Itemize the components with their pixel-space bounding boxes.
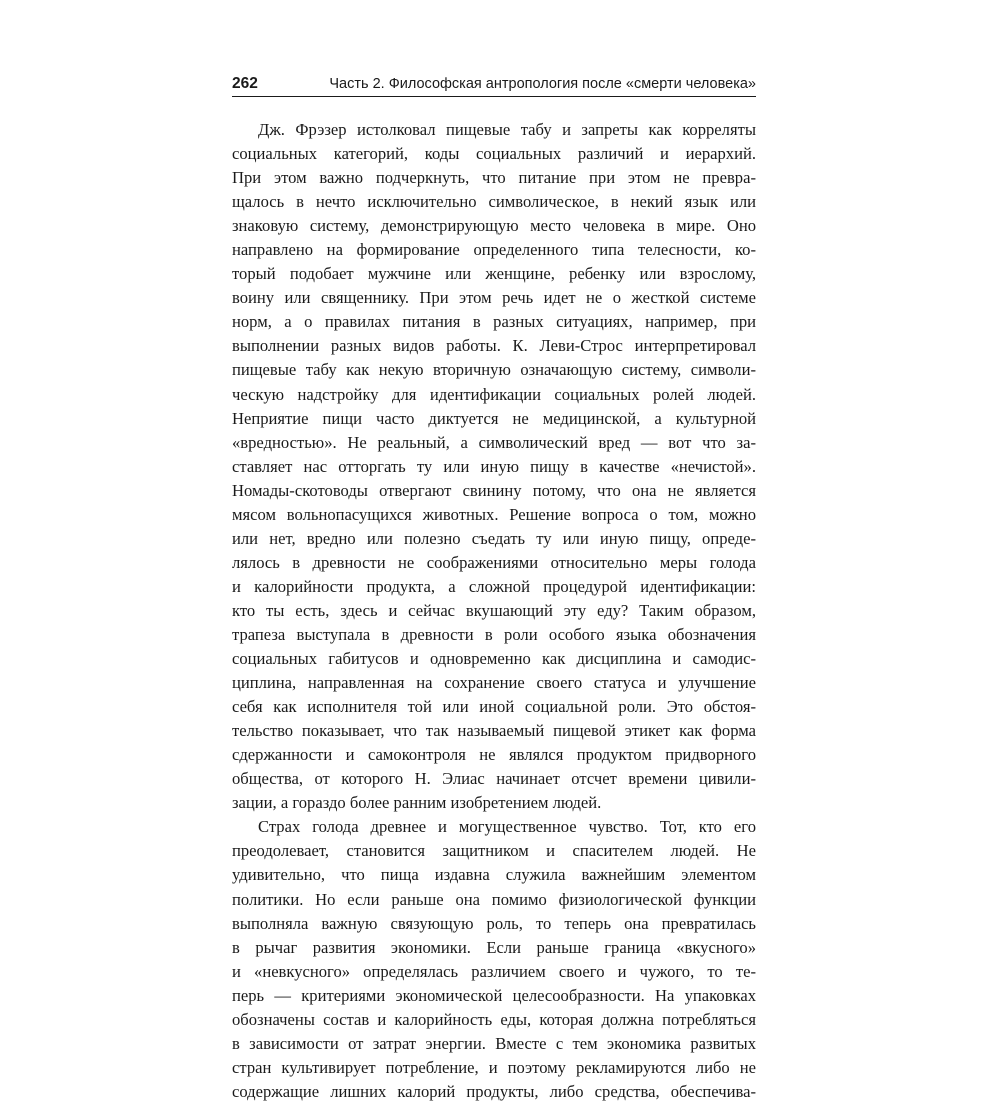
text-line: ставляет нас отторгать ту или иную пищу в качестве «нечистой». xyxy=(232,456,756,476)
text-line: щалось в нечто исключительно символическое, в некий язык или xyxy=(232,192,756,212)
text-line: ческую надстройку для идентификации социальных ролей людей. xyxy=(232,384,756,404)
text-line: воину или священнику. При этом речь идет не о жесткой системе xyxy=(232,288,756,308)
running-head xyxy=(232,72,756,96)
text-line: «вредностью». Не реальный, а символический вред — вот что за- xyxy=(232,432,756,452)
text-line: зации, а гораздо более ранним изобретением людей. xyxy=(232,793,602,813)
body-text xyxy=(232,118,756,1104)
text-line: сдержанности и самоконтроля не являлся продуктом придворного xyxy=(232,745,756,765)
text-line: преодолевает, становится защитником и спасителем людей. Не xyxy=(232,841,756,861)
text-line: мясом вольнопасущихся животных. Решение вопроса о том, можно xyxy=(232,504,756,524)
text-line: удивительно, что пища издавна служила важнейшим элементом xyxy=(232,865,756,885)
text-line: торый подобает мужчине или женщине, ребенку или взрослому, xyxy=(232,264,756,284)
text-line: обозначены состав и калорийность еды, которая должна потребляться xyxy=(232,1009,756,1029)
text-line: пищевые табу как некую вторичную означающую систему, символи- xyxy=(232,360,756,380)
text-line: трапеза выступала в древности в роли особого языка обозначения xyxy=(232,624,756,644)
text-line: направлено на формирование определенного типа телесности, ко- xyxy=(232,240,756,260)
text-line: Номады-скотоводы отвергают свинину потому, что она не является xyxy=(232,480,756,500)
text-line: Страх голода древнее и могущественное чувство. Тот, кто его xyxy=(258,817,756,837)
text-line: выполнении разных видов работы. К. Леви-Строс интерпретировал xyxy=(232,336,756,356)
text-line: политики. Но если раньше она помимо физиологической функции xyxy=(232,889,756,909)
text-line: себя как исполнителя той или иной социальной роли. Это обстоя- xyxy=(232,697,756,717)
text-line: содержащие лишних калорий продукты, либо средства, обеспечива- xyxy=(232,1081,756,1101)
page-number: 262 xyxy=(232,75,258,92)
text-line: общества, от которого Н. Элиас начинает отсчет времени цивили- xyxy=(232,769,756,789)
text-line: Дж. Фрэзер истолковал пищевые табу и запреты как корреляты xyxy=(258,120,756,139)
running-title: Часть 2. Философская антропология после «смерти человека» xyxy=(329,76,756,92)
text-line: и «невкусного» определялась различием своего и чужого, то те- xyxy=(232,961,756,981)
text-line: или нет, вредно или полезно съедать ту или иную пищу, опреде- xyxy=(232,528,756,548)
text-line: стран культивирует потребление, и поэтому рекламируются либо не xyxy=(232,1057,756,1077)
text-line: норм, а о правилах питания в разных ситуациях, например, при xyxy=(232,312,756,332)
header-rule xyxy=(232,96,756,97)
text-line: тельство показывает, что так называемый пищевой этикет как форма xyxy=(232,721,756,741)
text-line: лялось в древности не соображениями относительно меры голода xyxy=(232,552,756,572)
text-line: выполняла важную связующую роль, то теперь она превратилась xyxy=(232,913,756,933)
text-line: При этом важно подчеркнуть, что питание при этом не превра- xyxy=(232,168,756,188)
text-line: в зависимости от затрат энергии. Вместе с тем экономика развитых xyxy=(232,1033,756,1053)
text-line: циплина, направленная на сохранение своего статуса и улучшение xyxy=(232,673,756,693)
text-line: перь — критериями экономической целесообразности. На упаковках xyxy=(232,985,756,1005)
text-line: знаковую систему, демонстрирующую место человека в мире. Оно xyxy=(232,216,756,236)
text-line: в рычаг развития экономики. Если раньше граница «вкусного» xyxy=(232,937,756,957)
text-line: социальных габитусов и одновременно как дисциплина и самодис- xyxy=(232,649,756,669)
text-line: и калорийности продукта, а сложной процедурой идентификации: xyxy=(232,576,756,596)
text-line: Неприятие пищи часто диктуется не медицинской, а культурной xyxy=(232,408,756,428)
paragraph xyxy=(232,118,756,815)
text-line: социальных категорий, коды социальных различий и иерархий. xyxy=(232,144,756,164)
text-line: кто ты есть, здесь и сейчас вкушающий эту еду? Таким образом, xyxy=(232,600,756,620)
paragraph xyxy=(232,815,756,1104)
